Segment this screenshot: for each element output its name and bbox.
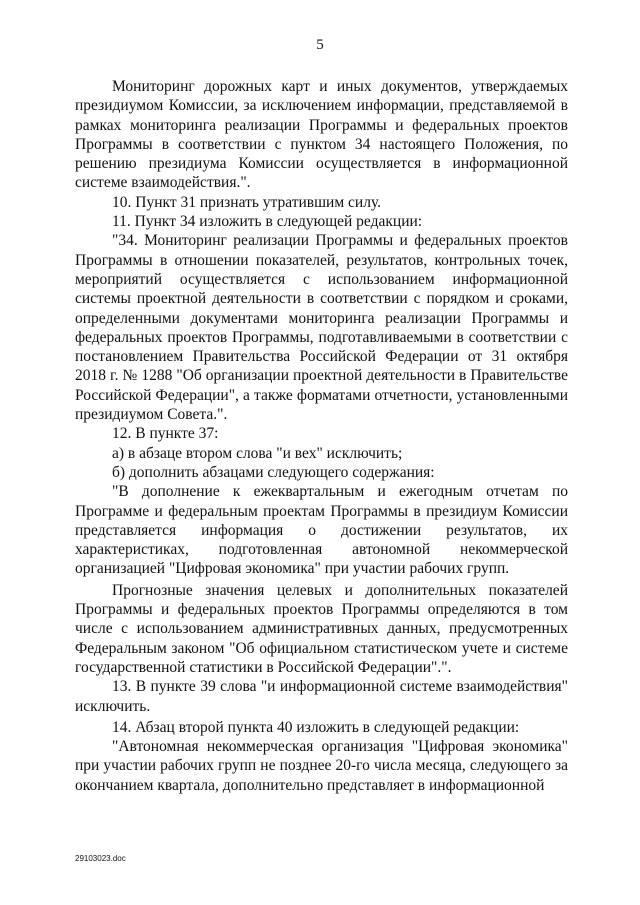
paragraph-new-item-34: "34. Мониторинг реализации Программы и федеральных проектов Программы в отношении показателей, результатов, контрольных точек, мероприятий осуществляется с использованием информационной системы проектной деятельности в соответствии с порядком и сроками, определенными документами мониторинга реализации Программы и федеральных проектов Программы, подготавливаемыми в соответствии с постановлением Правительства Российской Федерации от 31 октября 2018 г. № 1288 "Об организации проектной деятельности в Правительстве Российской Федерации", а также форматами отчетности, установленными президиумом Совета.". — [75, 232, 568, 424]
page-number: 5 — [316, 37, 324, 53]
paragraph-item-11: 11. Пункт 34 изложить в следующей редакции: — [112, 213, 423, 231]
paragraph-item-12-b: б) дополнить абзацами следующего содержания: — [112, 463, 435, 481]
paragraph-item-13: 13. В пункте 39 слова "и информационной системе взаимодействия" исключить. — [75, 678, 568, 715]
document-body — [75, 77, 568, 795]
paragraph-item-12: 12. В пункте 37: — [112, 425, 219, 443]
paragraph-monitoring-road-maps: Мониторинг дорожных карт и иных документов, утверждаемых президиумом Комиссии, за исключением информации, представляемой в рамках мониторинга реализации Программы и федеральных проектов Программы в соответствии с пунктом 34 настоящего Положения, по решению президиума Комиссии осуществляется в информационной системе взаимодействия.". — [75, 78, 568, 192]
paragraph-item-14: 14. Абзац второй пункта 40 изложить в следующей редакции: — [112, 718, 520, 736]
paragraph-item-40-new-text: "Автономная некоммерческая организация "Цифровая экономика" при участии рабочих групп не позднее 20-го числа месяца, следующего за окончанием квартала, дополнительно представляет в информационной — [75, 738, 568, 794]
paragraph-additional-information: "В дополнение к ежеквартальным и ежегодным отчетам по Программе и федеральным проектам Программы в президиум Комиссии представляется информация о достижении результатов, их характеристиках, подготовленная автономной некоммерческой организацией "Цифровая экономика" при участии рабочих групп. — [75, 483, 568, 578]
paragraph-item-12-a: а) в абзаце втором слова "и вех" исключить; — [112, 444, 403, 462]
paragraph-item-10: 10. Пункт 31 признать утратившим силу. — [112, 193, 382, 211]
paragraph-forecast-values: Прогнозные значения целевых и дополнительных показателей Программы и федеральных проектов Программы определяются в том числе с использованием административных данных, предусмотренных Федеральным законом "Об официальном статистическом учете и системе государственной статистики в Российской Федерации".". — [75, 581, 568, 676]
file-name-footer: 29103023.doc — [75, 854, 126, 863]
